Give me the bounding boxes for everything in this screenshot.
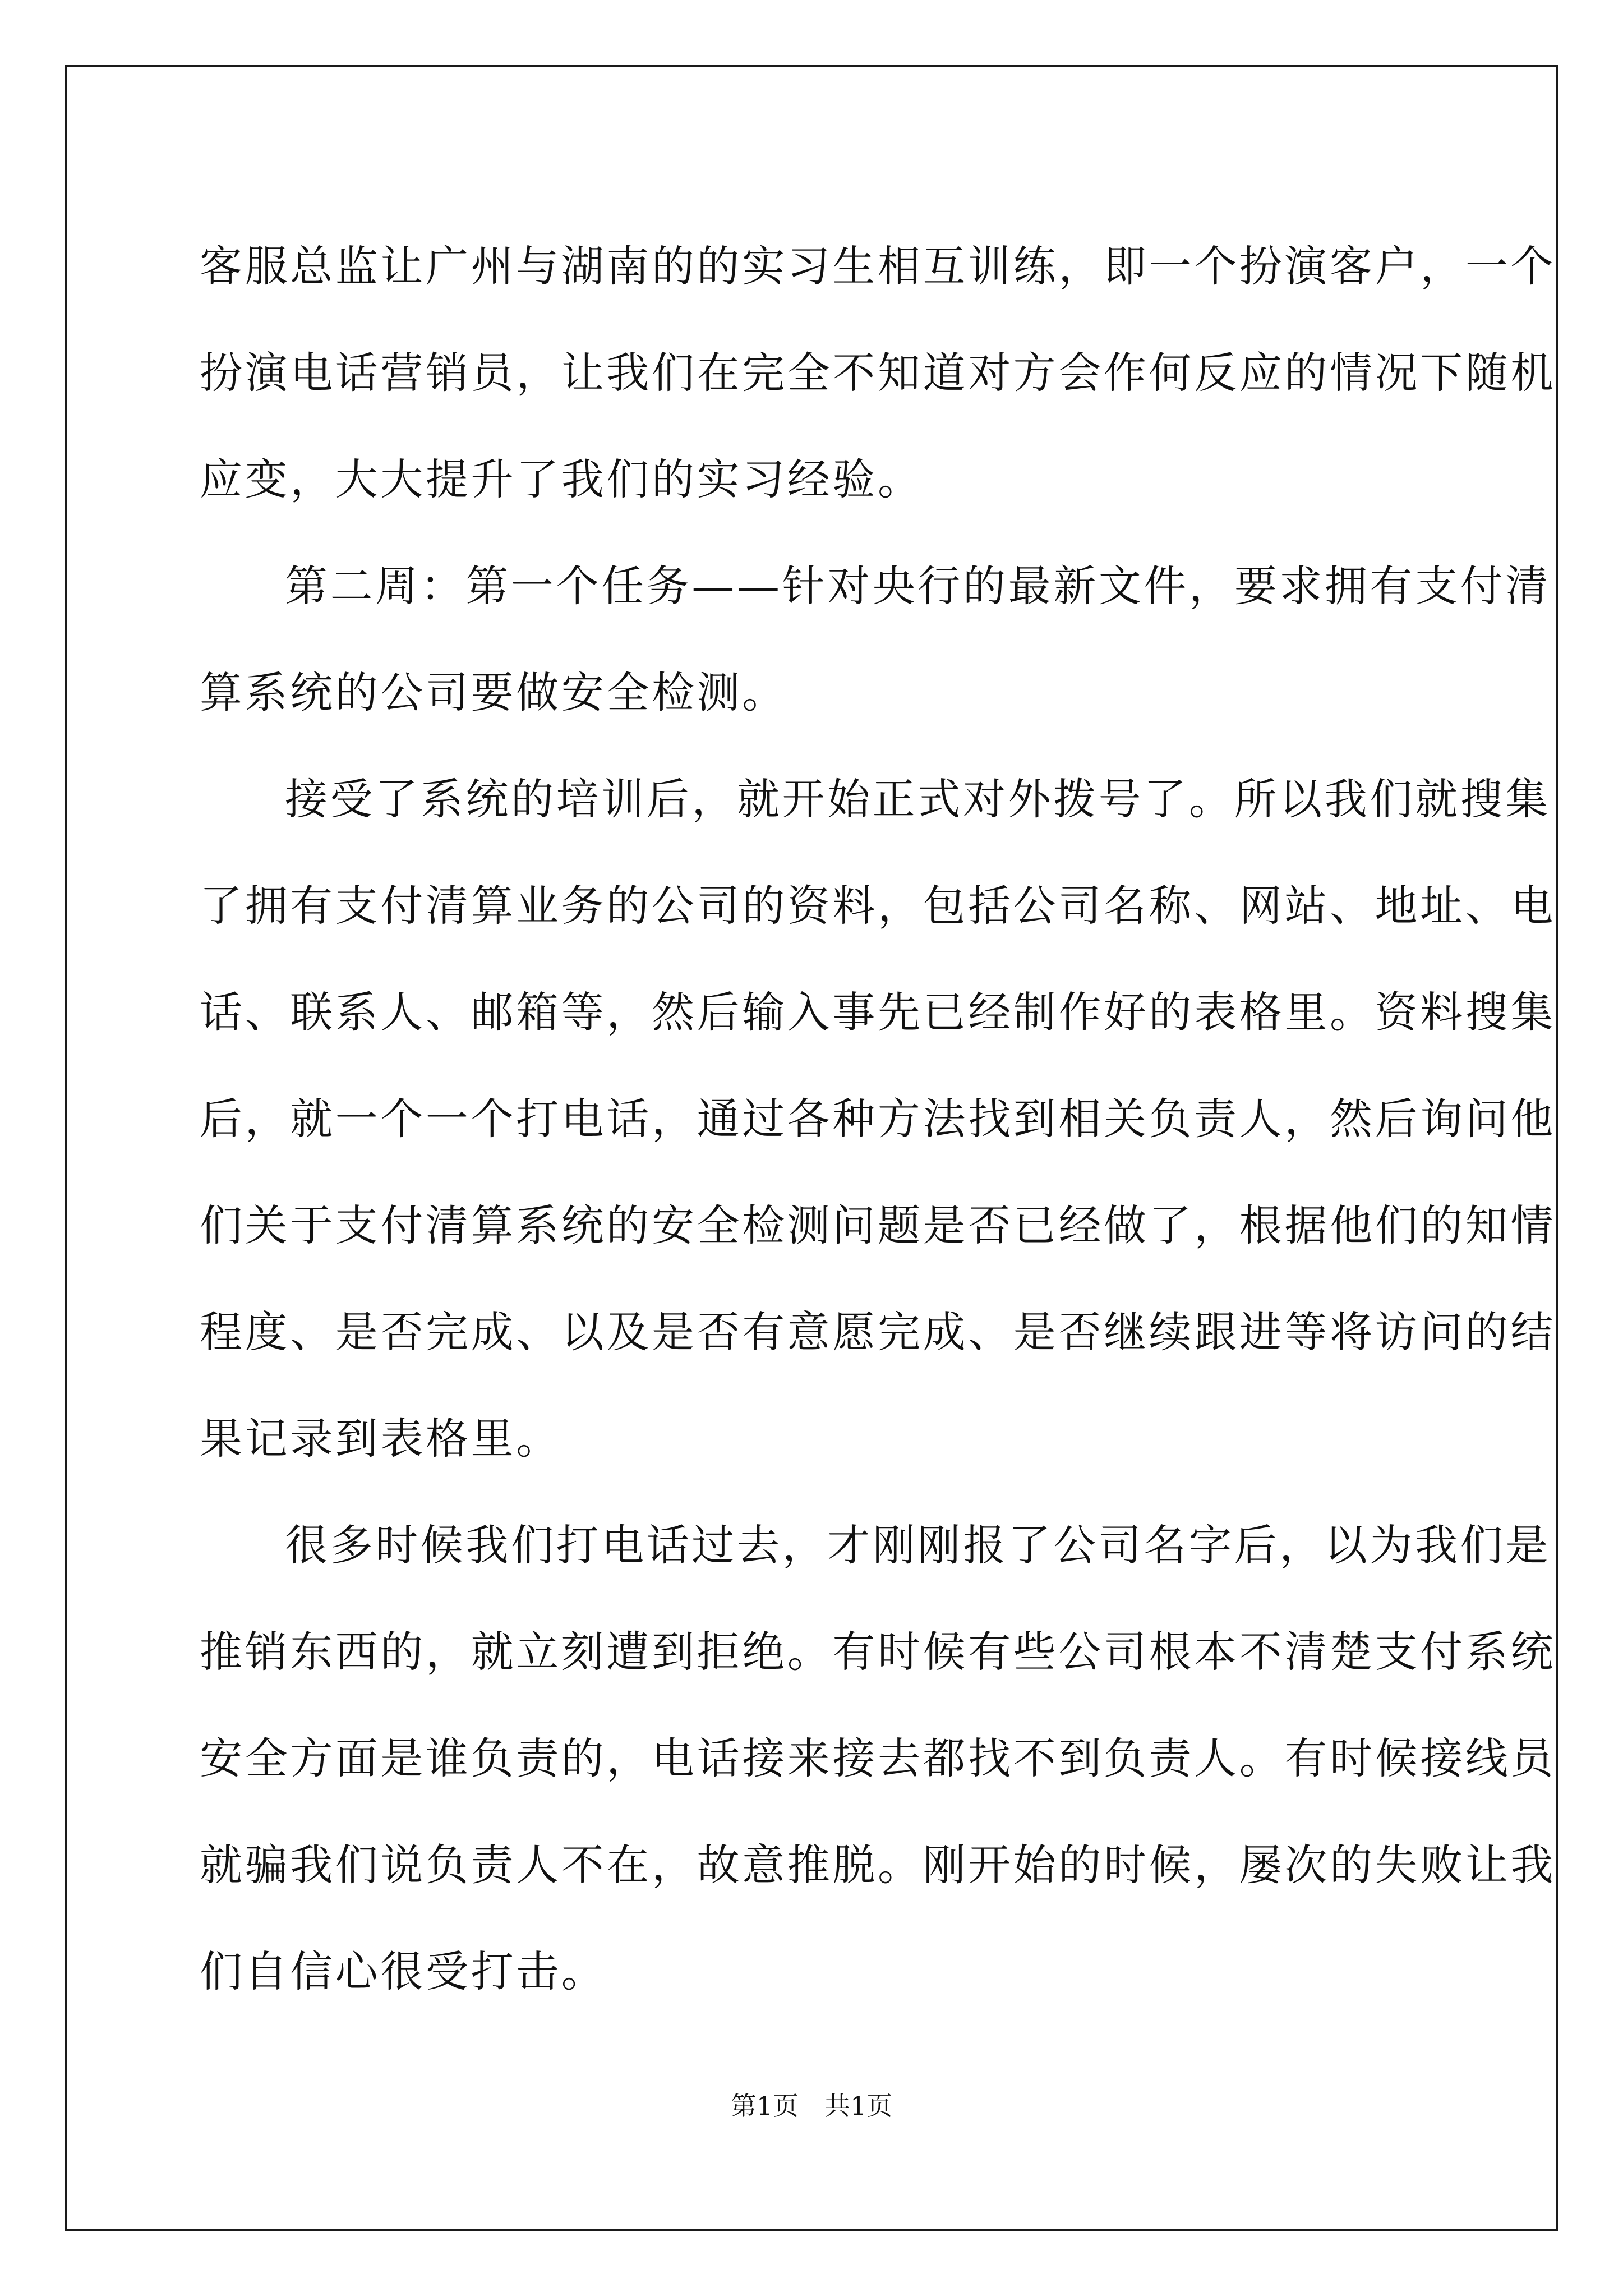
page-number-footer: 第1页 共1页 [730, 2091, 893, 2121]
document-body [200, 213, 1556, 2025]
text-line-12: 果记录到表格里。 [200, 1414, 561, 1464]
text-line-8: 话、联系人、邮箱等，然后输入事先已经制作好的表格里。资料搜集 [200, 987, 1556, 1037]
text-line-9: 后，就一个一个打电话，通过各种方法找到相关负责人，然后询问他 [200, 1094, 1556, 1144]
text-line-13: 很多时候我们打电话过去，才刚刚报了公司名字后，以为我们是 [285, 1520, 1551, 1570]
text-line-6: 接受了系统的培训后，就开始正式对外拨号了。所以我们就搜集 [285, 774, 1551, 824]
text-line-14: 推销东西的，就立刻遭到拒绝。有时候有些公司根本不清楚支付系统 [200, 1627, 1556, 1677]
text-line-5: 算系统的公司要做安全检测。 [200, 668, 787, 717]
text-line-3: 应变，大大提升了我们的实习经验。 [200, 454, 923, 504]
text-line-11: 程度、是否完成、以及是否有意愿完成、是否继续跟进等将访问的结 [200, 1307, 1556, 1357]
text-line-2: 扮演电话营销员，让我们在完全不知道对方会作何反应的情况下随机 [200, 348, 1556, 398]
text-line-1: 客服总监让广州与湖南的的实习生相互训练，即一个扮演客户，一个 [200, 241, 1556, 291]
text-line-16: 就骗我们说负责人不在，故意推脱。刚开始的时候，屡次的失败让我 [200, 1840, 1556, 1890]
text-line-10: 们关于支付清算系统的安全检测问题是否已经做了，根据他们的知情 [200, 1200, 1556, 1250]
text-line-17: 们自信心很受打击。 [200, 1947, 607, 1996]
text-line-15: 安全方面是谁负责的，电话接来接去都找不到负责人。有时候接线员 [200, 1733, 1556, 1783]
text-line-7: 了拥有支付清算业务的公司的资料，包括公司名称、网站、地址、电 [200, 881, 1556, 931]
text-line-4: 第二周：第一个任务——针对央行的最新文件，要求拥有支付清 [285, 561, 1551, 611]
